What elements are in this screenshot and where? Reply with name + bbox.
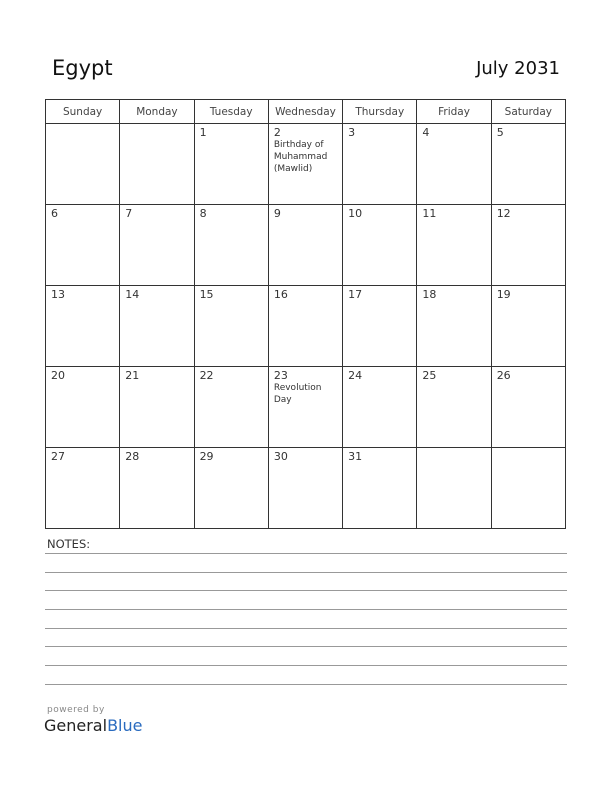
- week-row: [46, 367, 566, 448]
- day-number: 29: [199, 450, 214, 463]
- day-number: 11: [422, 207, 437, 220]
- logo-general: General: [44, 716, 108, 735]
- week-row: [46, 286, 566, 367]
- day-cell: [343, 124, 417, 205]
- notes-line: [45, 684, 567, 685]
- day-number: 23: [273, 369, 288, 382]
- day-cell: [120, 448, 194, 529]
- day-cell: [120, 124, 194, 205]
- day-number: 12: [496, 207, 511, 220]
- generalblue-logo[interactable]: [44, 716, 142, 735]
- country-title: Egypt: [52, 56, 113, 80]
- day-cell: [194, 205, 268, 286]
- day-number: 26: [496, 369, 511, 382]
- day-cell: [120, 286, 194, 367]
- day-cell: [194, 367, 268, 448]
- day-number: 1: [199, 126, 207, 139]
- day-number: 21: [125, 369, 140, 382]
- day-number: 27: [51, 450, 65, 463]
- day-number: 7: [125, 207, 133, 220]
- notes-line: [45, 553, 567, 554]
- day-cell: [194, 124, 268, 205]
- day-number: 9: [273, 207, 281, 220]
- day-number: 2: [273, 126, 281, 139]
- week-row: [46, 448, 566, 529]
- day-number: 24: [348, 369, 363, 382]
- day-number: 17: [348, 288, 363, 301]
- day-cell: [491, 205, 565, 286]
- day-cell: [46, 367, 120, 448]
- day-number: 14: [125, 288, 140, 301]
- day-cell: [194, 448, 268, 529]
- powered-by-text: powered by: [47, 705, 105, 715]
- day-cell: [268, 367, 342, 448]
- day-cell: [343, 367, 417, 448]
- day-number: 4: [422, 126, 430, 139]
- holiday-label: Birthday of Muhammad (Mawlid): [273, 140, 328, 174]
- weekday-header: Saturday: [491, 100, 565, 124]
- day-number: 20: [51, 369, 65, 382]
- notes-line: [45, 665, 567, 666]
- day-cell: [417, 367, 491, 448]
- day-number: 10: [348, 207, 363, 220]
- day-cell: [417, 286, 491, 367]
- day-cell: [343, 286, 417, 367]
- weekday-header: Friday: [417, 100, 491, 124]
- day-cell: [343, 448, 417, 529]
- weekday-header-row: [46, 100, 566, 124]
- day-cell: [268, 448, 342, 529]
- weekday-header: Tuesday: [194, 100, 268, 124]
- day-cell: [491, 286, 565, 367]
- day-cell: [417, 205, 491, 286]
- day-number: 28: [125, 450, 140, 463]
- notes-line: [45, 572, 567, 573]
- day-number: 22: [199, 369, 214, 382]
- day-cell: [417, 124, 491, 205]
- day-cell: [46, 205, 120, 286]
- notes-line: [45, 590, 567, 591]
- day-cell: [268, 124, 342, 205]
- month-title: July 2031: [476, 58, 560, 79]
- weekday-header: Monday: [120, 100, 194, 124]
- weekday-header: Sunday: [46, 100, 120, 124]
- week-row: [46, 205, 566, 286]
- day-cell: [120, 367, 194, 448]
- day-number: 15: [199, 288, 214, 301]
- calendar-grid: [45, 99, 566, 529]
- day-cell: [46, 124, 120, 205]
- day-cell: [120, 205, 194, 286]
- day-number: 3: [348, 126, 356, 139]
- day-cell: [46, 448, 120, 529]
- day-cell: [491, 124, 565, 205]
- day-cell: [268, 205, 342, 286]
- day-number: 5: [496, 126, 504, 139]
- day-number: 25: [422, 369, 437, 382]
- day-cell: [268, 286, 342, 367]
- day-number: 8: [199, 207, 207, 220]
- day-cell: [46, 286, 120, 367]
- day-number: 18: [422, 288, 437, 301]
- day-number: 19: [496, 288, 511, 301]
- week-row: [46, 124, 566, 205]
- notes-line: [45, 609, 567, 610]
- day-cell: [491, 448, 565, 529]
- holiday-label: Revolution Day: [273, 383, 322, 405]
- weekday-header: Wednesday: [268, 100, 342, 124]
- weekday-header: Thursday: [343, 100, 417, 124]
- day-number: 6: [51, 207, 58, 220]
- day-cell: [343, 205, 417, 286]
- day-number: 31: [348, 450, 363, 463]
- notes-line: [45, 628, 567, 629]
- day-number: 30: [273, 450, 288, 463]
- logo-blue: Blue: [107, 716, 143, 735]
- notes-label: NOTES:: [47, 537, 91, 551]
- day-cell: [491, 367, 565, 448]
- day-number: 13: [51, 288, 65, 301]
- day-cell: [194, 286, 268, 367]
- notes-line: [45, 646, 567, 647]
- day-cell: [417, 448, 491, 529]
- day-number: 16: [273, 288, 288, 301]
